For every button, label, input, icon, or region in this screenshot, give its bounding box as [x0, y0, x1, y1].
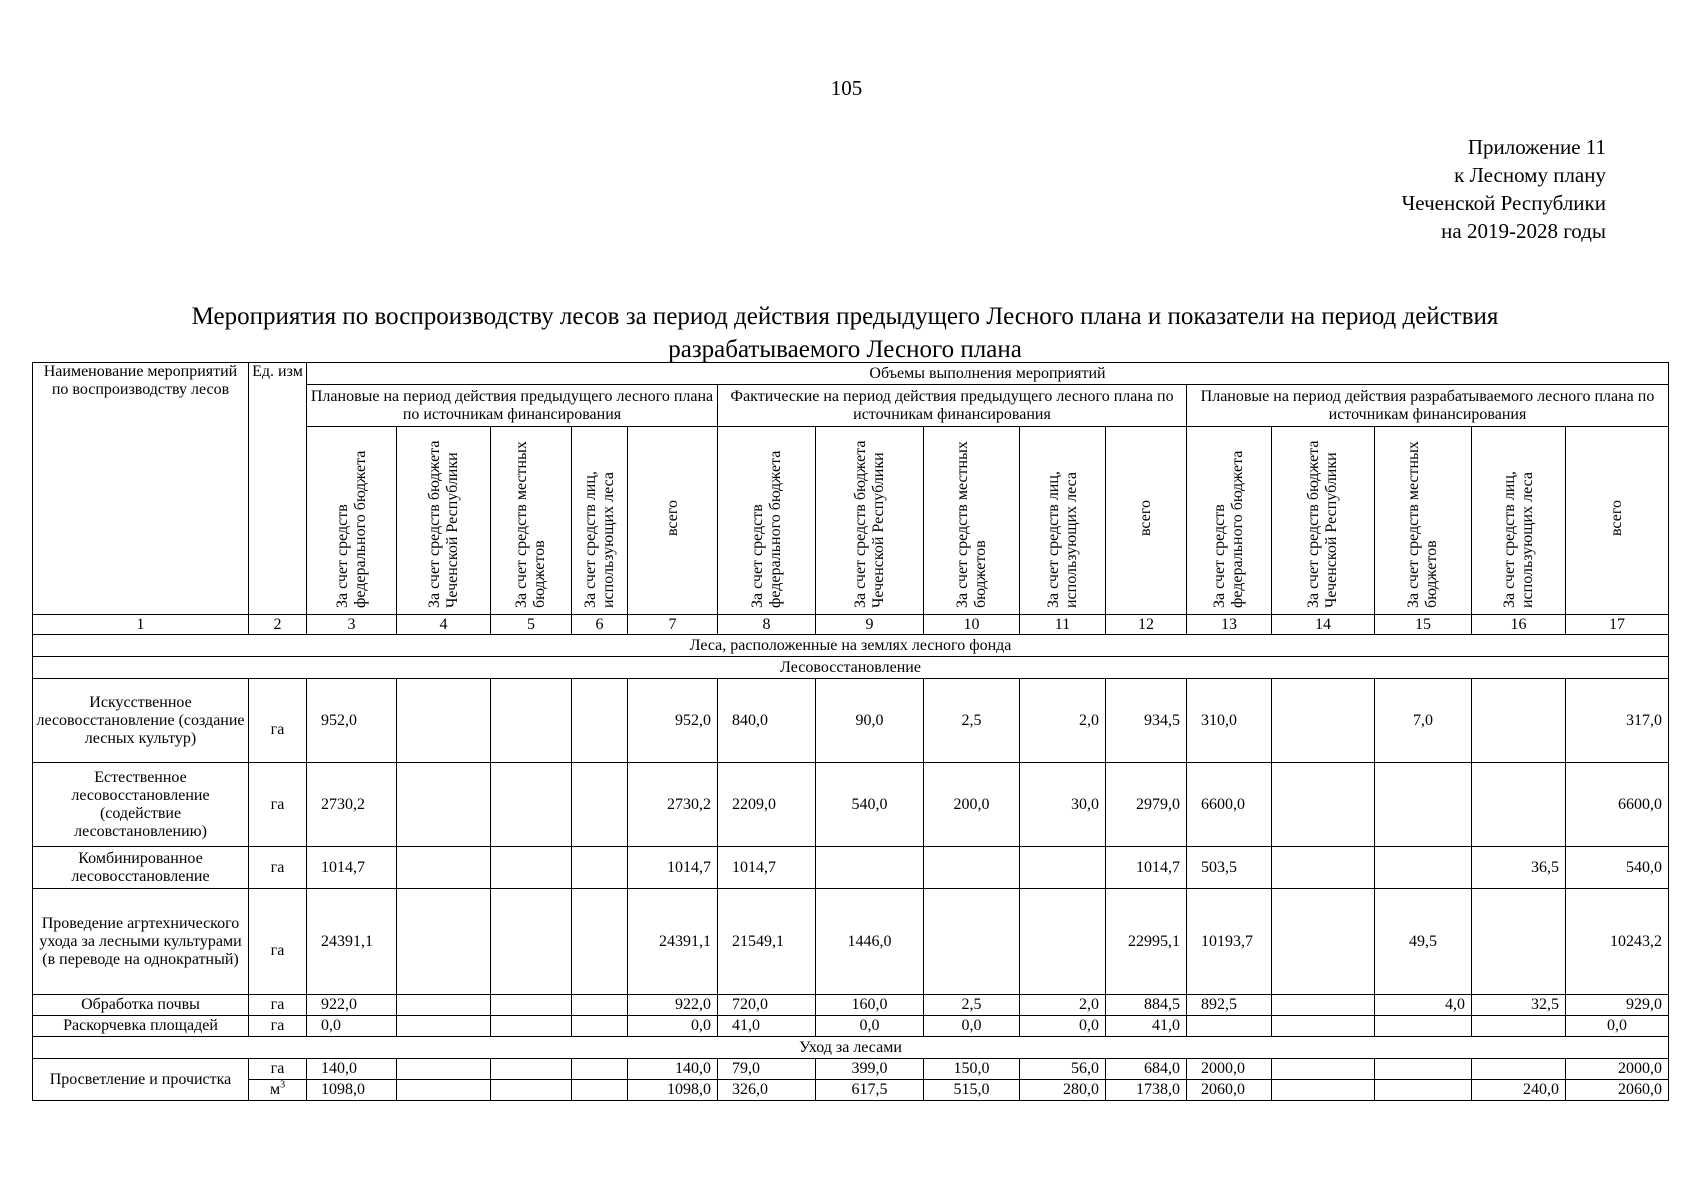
- section-reforestation: Лесовосстановление: [33, 657, 1669, 679]
- cell-c3: 1098,0: [307, 1080, 397, 1101]
- unit: га: [249, 995, 307, 1016]
- cell-c16: [1472, 763, 1566, 847]
- cell-c14: [1272, 763, 1375, 847]
- column-number: 2: [249, 615, 307, 635]
- page-number: 105: [830, 76, 863, 100]
- cell-c8: 79,0: [718, 1059, 816, 1080]
- cell-c13: 892,5: [1187, 995, 1272, 1016]
- cell-c12: 22995,1: [1106, 889, 1187, 995]
- cell-c7: 140,0: [628, 1059, 718, 1080]
- header-group-planned-new: Плановые на период действия разрабатываемого лесного плана по источникам финансирования: [1187, 385, 1669, 427]
- cell-c8: 326,0: [718, 1080, 816, 1101]
- cell-c11: 56,0: [1020, 1059, 1106, 1080]
- cell-c15: [1375, 1016, 1472, 1037]
- cell-c17: 2000,0: [1566, 1059, 1669, 1080]
- cell-c10: 200,0: [924, 763, 1020, 847]
- column-number: 4: [397, 615, 491, 635]
- cell-c16: [1472, 1059, 1566, 1080]
- column-number: 7: [628, 615, 718, 635]
- cell-c12: 41,0: [1106, 1016, 1187, 1037]
- column-number: 15: [1375, 615, 1472, 635]
- cell-c9: 540,0: [816, 763, 924, 847]
- cell-c11: 2,0: [1020, 679, 1106, 763]
- column-number: 17: [1566, 615, 1669, 635]
- column-number: 5: [491, 615, 572, 635]
- cell-c11: 280,0: [1020, 1080, 1106, 1101]
- cell-c12: 934,5: [1106, 679, 1187, 763]
- cell-c5: [491, 1080, 572, 1101]
- cell-c3: 922,0: [307, 995, 397, 1016]
- table-row: [33, 995, 1669, 1016]
- cell-c13: 2000,0: [1187, 1059, 1272, 1080]
- cell-c14: [1272, 1080, 1375, 1101]
- cell-c17: 317,0: [1566, 679, 1669, 763]
- appendix-line: Приложение 11: [1467, 135, 1606, 159]
- cell-c4: [397, 1059, 491, 1080]
- cell-c15: [1375, 763, 1472, 847]
- cell-c14: [1272, 1059, 1375, 1080]
- appendix-block: [1402, 133, 1606, 245]
- cell-c3: 2730,2: [307, 763, 397, 847]
- cell-c4: [397, 1080, 491, 1101]
- cell-c9: 90,0: [816, 679, 924, 763]
- cell-c9: [816, 847, 924, 889]
- activity-name: Естественное лесовосстановление (содействие лесовстановлению): [33, 763, 249, 847]
- cell-c9: 160,0: [816, 995, 924, 1016]
- unit: га: [249, 1016, 307, 1037]
- cell-c11: [1020, 847, 1106, 889]
- header-total: всего: [628, 427, 718, 615]
- header-users: За счет средств лиц, использующих леса: [1472, 427, 1566, 615]
- cell-c14: [1272, 847, 1375, 889]
- activity-name: Раскорчевка площадей: [33, 1016, 249, 1037]
- cell-c9: 1446,0: [816, 889, 924, 995]
- unit: га: [249, 847, 307, 889]
- cell-c4: [397, 847, 491, 889]
- table-row: [33, 889, 1669, 995]
- cell-c15: 4,0: [1375, 995, 1472, 1016]
- header-activity-name: Наименование мероприятий по воспроизводству лесов: [33, 363, 249, 615]
- cell-c17: 540,0: [1566, 847, 1669, 889]
- table-row: [33, 679, 1669, 763]
- cell-c17: 10243,2: [1566, 889, 1669, 995]
- column-number-row: [33, 615, 1669, 635]
- cell-c10: 150,0: [924, 1059, 1020, 1080]
- table-row: [33, 1059, 1669, 1080]
- header-volumes: Объемы выполнения мероприятий: [307, 363, 1669, 385]
- cell-c7: 2730,2: [628, 763, 718, 847]
- cell-c11: 30,0: [1020, 763, 1106, 847]
- cell-c8: 840,0: [718, 679, 816, 763]
- cell-c16: 240,0: [1472, 1080, 1566, 1101]
- cell-c3: 952,0: [307, 679, 397, 763]
- header-local: За счет средств местных бюджетов: [924, 427, 1020, 615]
- document-title: [80, 300, 1610, 366]
- cell-c13: 310,0: [1187, 679, 1272, 763]
- header-users: За счет средств лиц, использующих леса: [572, 427, 628, 615]
- cell-c11: 0,0: [1020, 1016, 1106, 1037]
- cell-c5: [491, 889, 572, 995]
- cell-c12: 1014,7: [1106, 847, 1187, 889]
- cell-c3: 24391,1: [307, 889, 397, 995]
- unit: га: [249, 889, 307, 995]
- cell-c10: 2,5: [924, 995, 1020, 1016]
- cell-c15: 49,5: [1375, 889, 1472, 995]
- header-regional: За счет средств бюджета Чеченской Республики: [816, 427, 924, 615]
- column-number: 14: [1272, 615, 1375, 635]
- header-regional: За счет средств бюджета Чеченской Республики: [1272, 427, 1375, 615]
- header-total: всего: [1106, 427, 1187, 615]
- cell-c4: [397, 1016, 491, 1037]
- cell-c16: 32,5: [1472, 995, 1566, 1016]
- column-number: 11: [1020, 615, 1106, 635]
- cell-c3: 1014,7: [307, 847, 397, 889]
- activity-name: Проведение агртехнического ухода за лесными культурами (в переводе на однократный): [33, 889, 249, 995]
- unit: га: [249, 679, 307, 763]
- cell-c6: [572, 679, 628, 763]
- cell-c8: 41,0: [718, 1016, 816, 1037]
- cell-c9: 399,0: [816, 1059, 924, 1080]
- cell-c6: [572, 763, 628, 847]
- cell-c7: 1014,7: [628, 847, 718, 889]
- cell-c6: [572, 889, 628, 995]
- column-number: 10: [924, 615, 1020, 635]
- cell-c8: 21549,1: [718, 889, 816, 995]
- cell-c3: 140,0: [307, 1059, 397, 1080]
- column-number: 8: [718, 615, 816, 635]
- cell-c4: [397, 679, 491, 763]
- cell-c13: 10193,7: [1187, 889, 1272, 995]
- appendix-line: Чеченской Республики: [1401, 191, 1606, 215]
- table-row: [33, 1080, 1669, 1101]
- cell-c10: 0,0: [924, 1016, 1020, 1037]
- cell-c16: [1472, 889, 1566, 995]
- cell-c14: [1272, 995, 1375, 1016]
- column-number: 6: [572, 615, 628, 635]
- cell-c16: 36,5: [1472, 847, 1566, 889]
- cell-c8: 1014,7: [718, 847, 816, 889]
- header-local: За счет средств местных бюджетов: [1375, 427, 1472, 615]
- cell-c7: 952,0: [628, 679, 718, 763]
- cell-c5: [491, 763, 572, 847]
- cell-c8: 720,0: [718, 995, 816, 1016]
- header-local: За счет средств местных бюджетов: [491, 427, 572, 615]
- column-number: 3: [307, 615, 397, 635]
- header-regional: За счет средств бюджета Чеченской Республики: [397, 427, 491, 615]
- cell-c12: 884,5: [1106, 995, 1187, 1016]
- cell-c7: 0,0: [628, 1016, 718, 1037]
- header-total: всего: [1566, 427, 1669, 615]
- cell-c6: [572, 847, 628, 889]
- cell-c15: [1375, 847, 1472, 889]
- column-number: 12: [1106, 615, 1187, 635]
- reforestation-table: [32, 362, 1669, 1101]
- cell-c8: 2209,0: [718, 763, 816, 847]
- title-line-1: Мероприятия по воспроизводству лесов за период действия предыдущего Лесного плана и показатели на период действия: [191, 303, 1499, 330]
- cell-c5: [491, 847, 572, 889]
- cell-c16: [1472, 679, 1566, 763]
- cell-c7: 24391,1: [628, 889, 718, 995]
- activity-name: Обработка почвы: [33, 995, 249, 1016]
- cell-c5: [491, 679, 572, 763]
- cell-c9: 0,0: [816, 1016, 924, 1037]
- column-number: 13: [1187, 615, 1272, 635]
- cell-c13: 2060,0: [1187, 1080, 1272, 1101]
- table-row: [33, 847, 1669, 889]
- activity-name: Комбинированное лесовосстановление: [33, 847, 249, 889]
- cell-c11: [1020, 889, 1106, 995]
- cell-c15: 7,0: [1375, 679, 1472, 763]
- cell-c17: 6600,0: [1566, 763, 1669, 847]
- unit: га: [249, 763, 307, 847]
- appendix-line: на 2019-2028 годы: [1441, 219, 1606, 243]
- cell-c12: 1738,0: [1106, 1080, 1187, 1101]
- cell-c6: [572, 1059, 628, 1080]
- cell-c10: 515,0: [924, 1080, 1020, 1101]
- cell-c16: [1472, 1016, 1566, 1037]
- table-row: [33, 1016, 1669, 1037]
- activity-name: Искусственное лесовосстановление (создание лесных культур): [33, 679, 249, 763]
- cell-c15: [1375, 1059, 1472, 1080]
- cell-c12: 2979,0: [1106, 763, 1187, 847]
- column-number: 16: [1472, 615, 1566, 635]
- header-federal: За счет средств федерального бюджета: [307, 427, 397, 615]
- cell-c5: [491, 995, 572, 1016]
- cell-c14: [1272, 889, 1375, 995]
- cell-c17: 0,0: [1566, 1016, 1669, 1037]
- header-unit: Ед. изм: [249, 363, 307, 615]
- cell-c11: 2,0: [1020, 995, 1106, 1016]
- cell-c13: [1187, 1016, 1272, 1037]
- section-forest-fund: Леса, расположенные на землях лесного фонда: [33, 635, 1669, 657]
- header-group-actual-previous: Фактические на период действия предыдущего лесного плана по источникам финансирования: [718, 385, 1187, 427]
- cell-c6: [572, 995, 628, 1016]
- column-number: 9: [816, 615, 924, 635]
- cell-c14: [1272, 1016, 1375, 1037]
- cell-c9: 617,5: [816, 1080, 924, 1101]
- cell-c10: 2,5: [924, 679, 1020, 763]
- cell-c12: 684,0: [1106, 1059, 1187, 1080]
- cell-c4: [397, 889, 491, 995]
- cell-c4: [397, 995, 491, 1016]
- cell-c6: [572, 1080, 628, 1101]
- section-forest-care: Уход за лесами: [33, 1037, 1669, 1059]
- cell-c17: 929,0: [1566, 995, 1669, 1016]
- cell-c7: 922,0: [628, 995, 718, 1016]
- cell-c13: 6600,0: [1187, 763, 1272, 847]
- title-line-2: разрабатываемого Лесного плана: [668, 336, 1022, 363]
- activity-name: Просветление и прочистка: [33, 1059, 249, 1101]
- cell-c6: [572, 1016, 628, 1037]
- cell-c5: [491, 1059, 572, 1080]
- cell-c4: [397, 763, 491, 847]
- unit: га: [249, 1059, 307, 1080]
- appendix-line: к Лесному плану: [1454, 163, 1606, 187]
- column-number: 1: [33, 615, 249, 635]
- header-federal: За счет средств федерального бюджета: [1187, 427, 1272, 615]
- cell-c15: [1375, 1080, 1472, 1101]
- cell-c14: [1272, 679, 1375, 763]
- table-row: [33, 763, 1669, 847]
- cell-c10: [924, 847, 1020, 889]
- cell-c3: 0,0: [307, 1016, 397, 1037]
- cell-c5: [491, 1016, 572, 1037]
- cell-c17: 2060,0: [1566, 1080, 1669, 1101]
- header-federal: За счет средств федерального бюджета: [718, 427, 816, 615]
- cell-c7: 1098,0: [628, 1080, 718, 1101]
- header-group-planned-previous: Плановые на период действия предыдущего лесного плана по источникам финансирования: [307, 385, 718, 427]
- header-users: За счет средств лиц, использующих леса: [1020, 427, 1106, 615]
- unit: $м^3$: [249, 1080, 307, 1101]
- cell-c13: 503,5: [1187, 847, 1272, 889]
- cell-c10: [924, 889, 1020, 995]
